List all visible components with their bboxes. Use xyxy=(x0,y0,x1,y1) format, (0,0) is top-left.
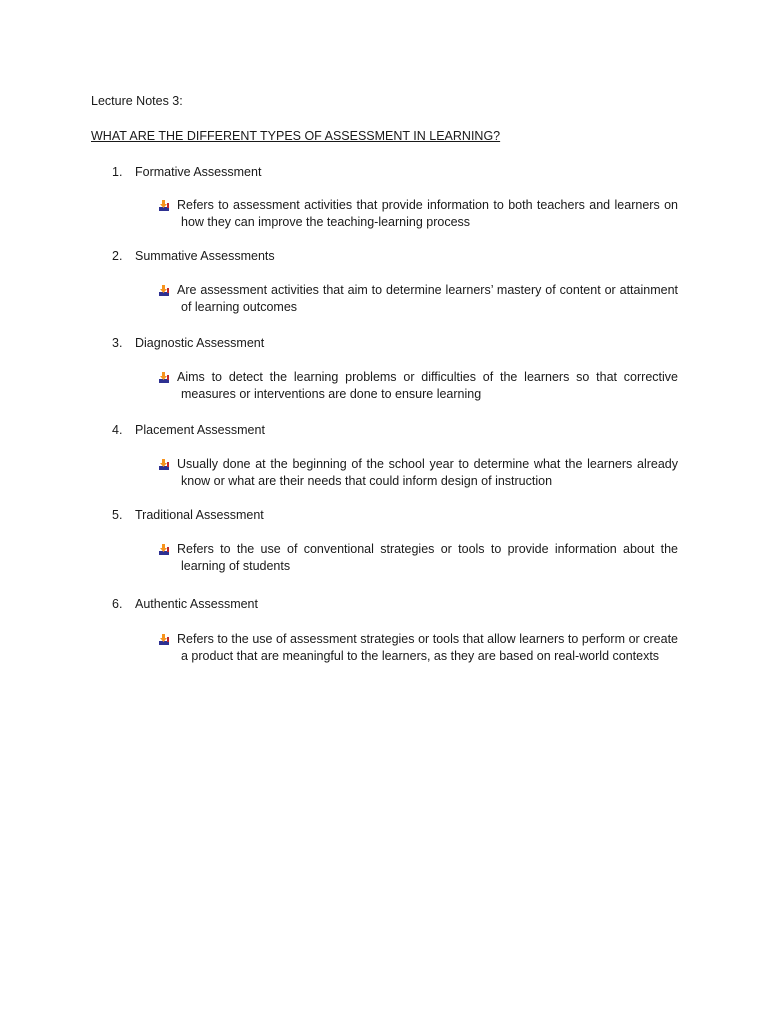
description-text: Aims to detect the learning problems or difficulties of the learners so that corrective measures or interventions are done to ensure learning xyxy=(177,370,678,401)
list-item-title xyxy=(112,507,264,524)
list-item-description xyxy=(158,282,678,316)
list-item-description xyxy=(158,197,678,231)
list-item-label: Diagnostic Assessment xyxy=(135,336,265,350)
arrow-bullet-icon xyxy=(158,458,170,471)
list-item-number: 5. xyxy=(112,508,123,522)
list-item-label: Traditional Assessment xyxy=(135,508,264,522)
list-item-description xyxy=(158,456,678,490)
list-item-title xyxy=(112,335,264,352)
list-item-title xyxy=(112,248,275,265)
list-item-number: 1. xyxy=(112,165,123,179)
arrow-bullet-icon xyxy=(158,284,170,297)
lecture-label: Lecture Notes 3: xyxy=(91,94,183,108)
list-item-title xyxy=(112,596,258,613)
list-item-label: Summative Assessments xyxy=(135,249,275,263)
description-text: Refers to the use of assessment strategies or tools that allow learners to perform or create a product that are meaningful to the learners, as they are based on real-world contexts xyxy=(177,632,678,663)
list-item-number: 4. xyxy=(112,423,123,437)
list-item-description xyxy=(158,631,678,665)
arrow-bullet-icon xyxy=(158,543,170,556)
list-item-description xyxy=(158,541,678,575)
description-text: Usually done at the beginning of the school year to determine what the learners already know or what are their needs that could inform design of instruction xyxy=(177,457,678,488)
arrow-bullet-icon xyxy=(158,199,170,212)
list-item-number: 6. xyxy=(112,597,123,611)
list-item-label: Formative Assessment xyxy=(135,165,262,179)
list-item-description xyxy=(158,369,678,403)
list-item-title xyxy=(112,422,265,439)
description-text: Refers to assessment activities that provide information to both teachers and learners on how they can improve the teaching-learning process xyxy=(177,198,678,229)
description-text: Refers to the use of conventional strategies or tools to provide information about the learning of students xyxy=(177,542,678,573)
list-item-number: 3. xyxy=(112,336,123,350)
list-item-label: Placement Assessment xyxy=(135,423,265,437)
arrow-bullet-icon xyxy=(158,633,170,646)
arrow-bullet-icon xyxy=(158,371,170,384)
document-heading: WHAT ARE THE DIFFERENT TYPES OF ASSESSMENT IN LEARNING? xyxy=(91,129,501,143)
list-item-label: Authentic Assessment xyxy=(135,597,258,611)
list-item-title xyxy=(112,164,261,181)
list-item-number: 2. xyxy=(112,249,123,263)
description-text: Are assessment activities that aim to determine learners’ mastery of content or attainment of learning outcomes xyxy=(177,283,678,314)
